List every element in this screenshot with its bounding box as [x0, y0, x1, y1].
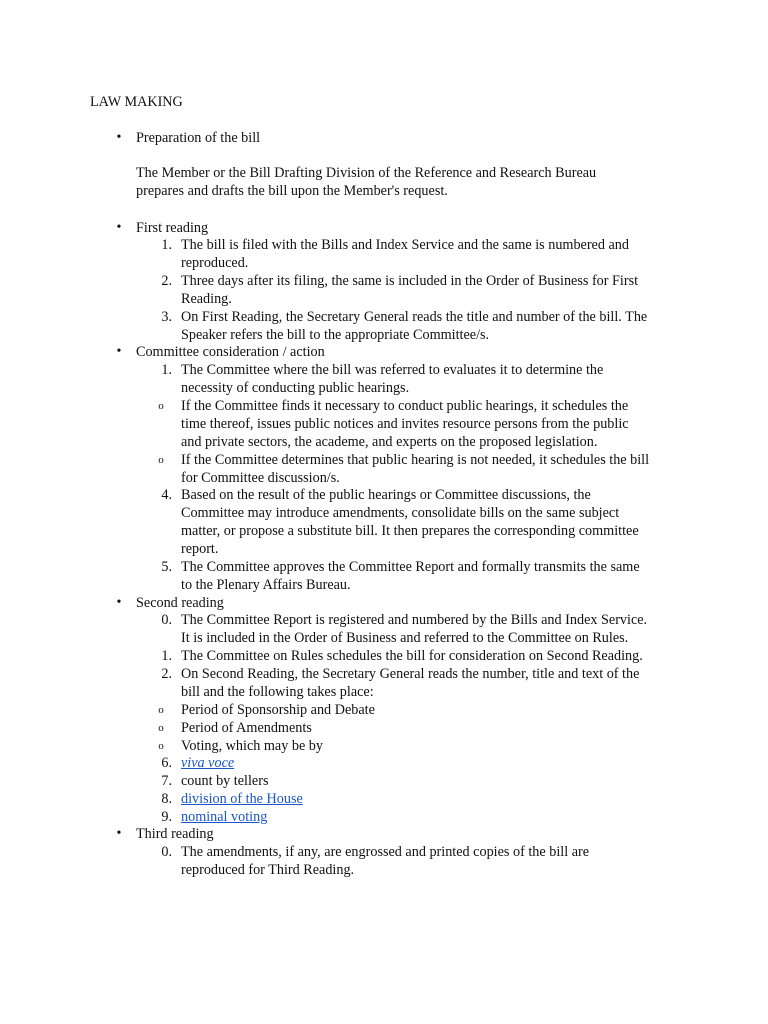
list-item-number: 1.: [161, 362, 172, 378]
sub-bullet-icon: o: [158, 704, 164, 716]
list-item-number: 8.: [161, 791, 172, 807]
sub-bullet-icon: o: [158, 722, 164, 734]
list-item-line: matter, or propose a substitute bill. It then prepares the corresponding committee: [181, 523, 639, 539]
section-heading-committee: Committee consideration / action: [136, 344, 325, 360]
list-item-number: 7.: [161, 773, 172, 789]
sub-bullet-icon: o: [158, 400, 164, 412]
list-item-line: If the Committee finds it necessary to conduct public hearings, it schedules the: [181, 398, 629, 414]
list-item-number: 6.: [161, 755, 172, 771]
list-item-line: Period of Amendments: [181, 720, 312, 736]
list-item-line: On First Reading, the Secretary General reads the title and number of the bill. The: [181, 309, 648, 325]
list-item-line: Voting, which may be by: [181, 738, 323, 754]
section-heading-second-reading: Second reading: [136, 595, 224, 611]
list-item-line: On Second Reading, the Secretary General reads the number, title and text of the: [181, 666, 640, 682]
viva-voce-link[interactable]: viva voce: [181, 755, 235, 771]
list-item-number: 4.: [161, 487, 172, 503]
section-heading-preparation: Preparation of the bill: [136, 130, 261, 146]
bullet-icon: •: [116, 595, 122, 610]
list-item-line: to the Plenary Affairs Bureau.: [181, 577, 351, 593]
division-of-the-house-link[interactable]: division of the House: [181, 791, 303, 807]
list-item-line: The Committee on Rules schedules the bill for consideration on Second Reading.: [181, 648, 643, 664]
list-item-number: 2.: [161, 273, 172, 289]
bullet-icon: •: [116, 130, 122, 145]
preparation-paragraph-line: prepares and drafts the bill upon the Member's request.: [136, 183, 448, 199]
list-item-line: reproduced for Third Reading.: [181, 862, 355, 878]
list-item-number: 0.: [161, 612, 172, 628]
list-item-line: count by tellers: [181, 773, 269, 789]
section-heading-third-reading: Third reading: [136, 826, 214, 842]
list-item-number: 9.: [161, 809, 172, 825]
list-item-line: necessity of conducting public hearings.: [181, 380, 410, 396]
list-item-line: and private sectors, the academe, and experts on the proposed legislation.: [181, 434, 598, 450]
list-item-number: 2.: [161, 666, 172, 682]
list-item-line: for Committee discussion/s.: [181, 470, 340, 486]
list-item-line: It is included in the Order of Business and referred to the Committee on Rules.: [181, 630, 629, 646]
sub-bullet-icon: o: [158, 454, 164, 466]
list-item-line: bill and the following takes place:: [181, 684, 374, 700]
list-item-number: 0.: [161, 844, 172, 860]
list-item-line: Reading.: [181, 291, 232, 307]
page-title: LAW MAKING: [90, 94, 183, 110]
bullet-icon: •: [116, 220, 122, 235]
nominal-voting-link[interactable]: nominal voting: [181, 809, 268, 825]
list-item-line: The Committee where the bill was referred to evaluates it to determine the: [181, 362, 604, 378]
list-item-number: 3.: [161, 309, 172, 325]
list-item-line: The bill is filed with the Bills and Index Service and the same is numbered and: [181, 237, 629, 253]
list-item-line: reproduced.: [181, 255, 249, 271]
list-item-number: 1.: [161, 237, 172, 253]
list-item-number: 5.: [161, 559, 172, 575]
list-item-line: Committee may introduce amendments, consolidate bills on the same subject: [181, 505, 620, 521]
list-item-line: Three days after its filing, the same is included in the Order of Business for First: [181, 273, 639, 289]
list-item-line: The Committee Report is registered and numbered by the Bills and Index Service.: [181, 612, 648, 628]
list-item-line: If the Committee determines that public hearing is not needed, it schedules the bill: [181, 452, 650, 468]
list-item-line: report.: [181, 541, 219, 557]
list-item-line: Period of Sponsorship and Debate: [181, 702, 375, 718]
list-item-number: 1.: [161, 648, 172, 664]
sub-bullet-icon: o: [158, 740, 164, 752]
bullet-icon: •: [116, 344, 122, 359]
list-item-line: The Committee approves the Committee Report and formally transmits the same: [181, 559, 640, 575]
preparation-paragraph-line: The Member or the Bill Drafting Division of the Reference and Research Bureau: [136, 165, 597, 181]
bullet-icon: •: [116, 826, 122, 841]
list-item-line: Based on the result of the public hearings or Committee discussions, the: [181, 487, 591, 503]
list-item-line: Speaker refers the bill to the appropriate Committee/s.: [181, 327, 490, 343]
section-heading-first-reading: First reading: [136, 220, 209, 236]
list-item-line: The amendments, if any, are engrossed and printed copies of the bill are: [181, 844, 590, 860]
list-item-line: time thereof, issues public notices and invites resource persons from the public: [181, 416, 629, 432]
